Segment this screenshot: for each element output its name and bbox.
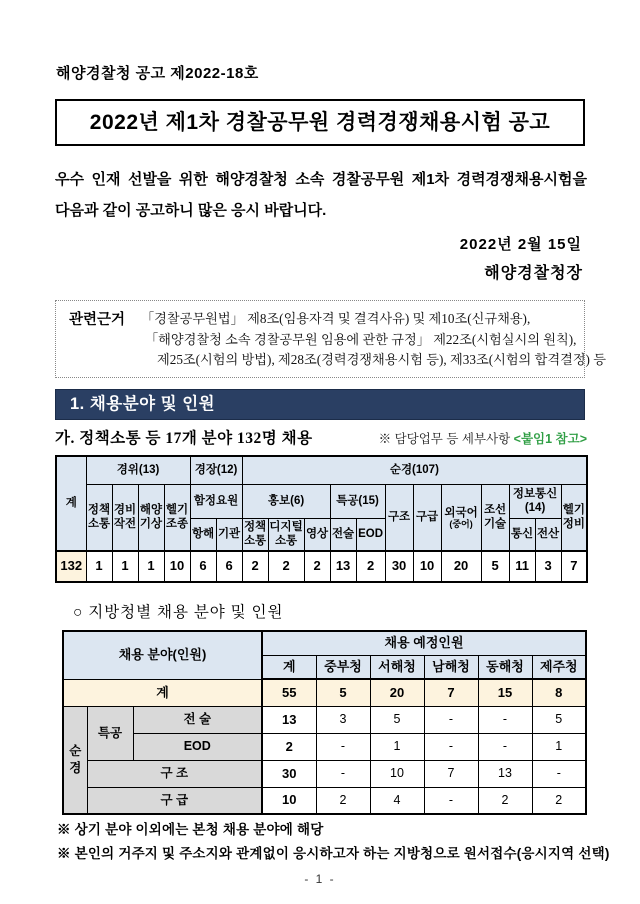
cell: 11 xyxy=(509,551,535,582)
cell: 7 xyxy=(424,679,478,706)
cell: 10 xyxy=(413,551,441,582)
table-row xyxy=(63,760,586,787)
table-row xyxy=(63,631,586,655)
col-header: 헬기정비 xyxy=(561,484,587,551)
doc-number: 해양경찰청 공고 제2022-18호 xyxy=(56,65,259,82)
footnote: ※ 본인의 거주지 및 주소지와 관계없이 응시하고자 하는 지방청으로 원서접수(응시지역 선택) xyxy=(57,846,610,861)
cell: 20 xyxy=(441,551,481,582)
cell: 6 xyxy=(216,551,242,582)
cell: - xyxy=(424,733,478,760)
cell: - xyxy=(316,760,370,787)
cell: 4 xyxy=(370,787,424,814)
col-header-rank-gyeongjang: 경장(12) xyxy=(190,456,242,484)
col-subheader: 정책소통 xyxy=(242,518,268,551)
corner-header: 채용 분야(인원) xyxy=(63,631,262,679)
table-row xyxy=(63,733,586,760)
col-header: 구조 xyxy=(385,484,413,551)
detail-reference-note xyxy=(379,429,587,447)
legal-basis-box xyxy=(55,300,606,378)
intro-paragraph: 우수 인재 선발을 위한 해양경찰청 소속 경찰공무원 제1차 경력경쟁채용시험을 다음과 같이 공고하니 많은 응시 바랍니다. xyxy=(55,171,587,219)
table-row-values xyxy=(56,551,587,582)
col-header: 경비작전 xyxy=(112,484,138,551)
cell: 3 xyxy=(316,706,370,733)
cell: 1 xyxy=(532,733,586,760)
signer: 해양경찰청장 xyxy=(484,265,583,282)
col-subheader: 통신 xyxy=(509,518,535,551)
col-header: 조선기술 xyxy=(481,484,509,551)
cell: 55 xyxy=(262,679,316,706)
legal-basis-content xyxy=(141,309,606,371)
cell: - xyxy=(532,760,586,787)
col-header-rank-sungyeong: 순경(107) xyxy=(242,456,587,484)
col-header-foreign-language xyxy=(441,484,481,551)
col-header: 구급 xyxy=(413,484,441,551)
col-header-vessel-crew: 함정요원 xyxy=(190,484,242,518)
row-label: 구 조 xyxy=(87,760,262,787)
cell: 2 xyxy=(262,733,316,760)
cell: 7 xyxy=(424,760,478,787)
col-header-region: 서해청 xyxy=(370,655,424,679)
row-label-group: 특공 xyxy=(87,706,133,760)
attachment-1-link: <붙임1 참고> xyxy=(513,432,587,446)
table-row xyxy=(63,706,586,733)
col-subheader: 영상 xyxy=(304,518,330,551)
cell: - xyxy=(316,733,370,760)
cell: 5 xyxy=(532,706,586,733)
table-row-total xyxy=(63,679,586,706)
col-header: 정책소통 xyxy=(86,484,112,551)
col-header-pr: 홍보(6) xyxy=(242,484,330,518)
cell: 13 xyxy=(478,760,532,787)
recruitment-fields-table xyxy=(55,455,588,583)
row-label-total: 계 xyxy=(63,679,262,706)
cell: 5 xyxy=(481,551,509,582)
cell: 10 xyxy=(164,551,190,582)
plan-header: 채용 예정인원 xyxy=(262,631,586,655)
document-title: 2022년 제1차 경찰공무원 경력경쟁채용시험 공고 xyxy=(55,99,585,146)
cell: 1 xyxy=(112,551,138,582)
regional-subheading: ○ 지방청별 채용 분야 및 인원 xyxy=(73,604,284,621)
cell: 6 xyxy=(190,551,216,582)
cell: 5 xyxy=(316,679,370,706)
cell: 1 xyxy=(370,733,424,760)
legal-line: 「경찰공무원법」 제8조(임용자격 및 결격사유) 및 제10조(신규채용), xyxy=(141,311,531,326)
cell: 3 xyxy=(535,551,561,582)
cell: 8 xyxy=(532,679,586,706)
col-header: 헬기조종 xyxy=(164,484,190,551)
col-header-region: 동해청 xyxy=(478,655,532,679)
cell: 5 xyxy=(370,706,424,733)
col-header-region: 중부청 xyxy=(316,655,370,679)
col-header-info-comm: 정보통신(14) xyxy=(509,484,561,518)
regional-recruitment-table xyxy=(62,630,587,815)
row-label: 전 술 xyxy=(133,706,262,733)
cell: 2 xyxy=(356,551,385,582)
cell: - xyxy=(424,787,478,814)
section-1-heading: 1. 채용분야 및 인원 xyxy=(55,389,585,420)
subsection-ga-title: 가. 정책소통 등 17개 분야 132명 채용 xyxy=(55,430,313,447)
row-label-rank: 순경 xyxy=(63,706,87,814)
cell: 15 xyxy=(478,679,532,706)
legal-basis-label: 관련근거 xyxy=(69,312,126,328)
cell: 10 xyxy=(262,787,316,814)
cell: 7 xyxy=(561,551,587,582)
col-subheader: EOD xyxy=(356,518,385,551)
cell: 1 xyxy=(86,551,112,582)
announcement-date: 2022년 2월 15일 xyxy=(459,236,582,253)
cell: - xyxy=(478,733,532,760)
col-header-rank-gyeongwi: 경위(13) xyxy=(86,456,190,484)
cell: 10 xyxy=(370,760,424,787)
cell: 2 xyxy=(242,551,268,582)
row-label: 구 급 xyxy=(87,787,262,814)
col-header-total: 계 xyxy=(56,456,86,551)
col-subheader: 항해 xyxy=(190,518,216,551)
page-number: - 1 - xyxy=(304,872,336,886)
legal-line: 제25조(시험의 방법), 제28조(경력경쟁채용시험 등), 제33조(시험의 합격결정) 등 xyxy=(157,352,606,367)
table-row xyxy=(56,484,587,518)
cell: 2 xyxy=(316,787,370,814)
col-header-total: 계 xyxy=(262,655,316,679)
col-header-swat: 특공(15) xyxy=(330,484,385,518)
col-header-region: 남해청 xyxy=(424,655,478,679)
cell: 1 xyxy=(138,551,164,582)
cell: 30 xyxy=(262,760,316,787)
row-label: EOD xyxy=(133,733,262,760)
col-subheader: 디지털소통 xyxy=(268,518,304,551)
col-header: 해양기상 xyxy=(138,484,164,551)
cell-total: 132 xyxy=(56,551,86,582)
table-row xyxy=(56,456,587,484)
table-row xyxy=(63,787,586,814)
detail-reference-prefix: ※ 담당업무 등 세부사항 xyxy=(378,432,514,446)
cell: - xyxy=(424,706,478,733)
col-subheader: 기관 xyxy=(216,518,242,551)
cell: 20 xyxy=(370,679,424,706)
subsection-ga-line xyxy=(55,426,587,448)
cell: - xyxy=(478,706,532,733)
cell: 2 xyxy=(268,551,304,582)
col-header-region: 제주청 xyxy=(532,655,586,679)
legal-line: 「해양경찰청 소속 경찰공무원 임용에 관한 규정」 제22조(시험실시의 원칙), xyxy=(145,331,577,347)
cell: 13 xyxy=(262,706,316,733)
footnote: ※ 상기 분야 이외에는 본청 채용 분야에 해당 xyxy=(57,822,324,837)
cell: 13 xyxy=(330,551,356,582)
col-subheader: 전산 xyxy=(535,518,561,551)
col-subheader: 전술 xyxy=(330,518,356,551)
cell: 2 xyxy=(478,787,532,814)
cell: 2 xyxy=(304,551,330,582)
col-header-foreign-language-main: 외국어 xyxy=(444,506,478,519)
cell: 2 xyxy=(532,787,586,814)
col-header-foreign-language-sub: (중어) xyxy=(449,518,473,529)
cell: 30 xyxy=(385,551,413,582)
